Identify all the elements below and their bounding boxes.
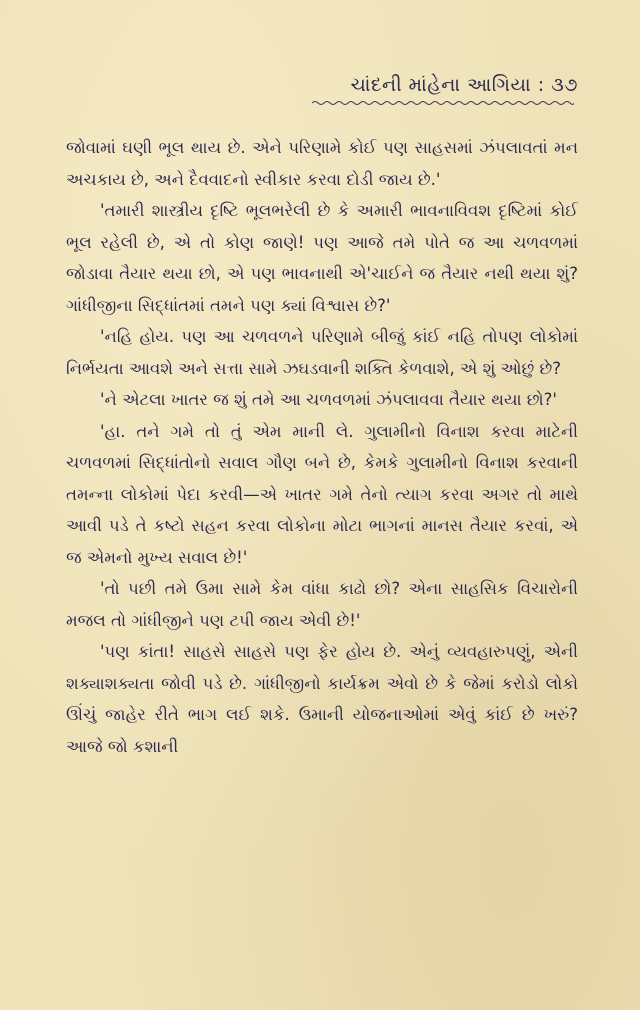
paragraph: 'તમારી શાસ્ત્રીય દૃષ્ટિ ભૂલભરેલી છે કે અમારી ભાવનાવિવશ દૃષ્ટિમાં કોઈ ભૂલ રહેલી છે, એ તો કોણ જાણે! પણ આજે તમે પોતે જ આ ચળવળમાં જોડાવા તૈયાર થયા છો, એ પણ ભાવનાથી એ'ચાઈને જ તૈયાર નથી થયા શું? ગાંધીજીના સિદ્ધાંતમાં તમને પણ ક્યાં વિશ્વાસ છે?' — [66, 201, 578, 315]
running-head: ચાંદની માંહેના આગિયા : ૩૭ — [350, 74, 578, 96]
paragraph: જોવામાં ઘણી ભૂલ થાય છે. એને પરિણામે કોઈ પણ સાહસમાં ઝંપલાવતાં મન અચકાય છે, અને દૈવવાદનો સ્વીકાર કરવા દોડી જાય છે.' — [66, 138, 578, 189]
paragraph: 'હા. તને ગમે તો તું એમ માની લે. ગુલામીનો વિનાશ કરવા માટેની ચળવળમાં સિદ્ધાંતોનો સવાલ ગૌણ બને છે, કેમકે ગુલામીનો વિનાશ કરવાની તમન્ના લોકોમાં પેદા કરવી—એ ખાતર ગમે તેનો ત્યાગ કરવા અગર તો માથે આવી પડે તે કષ્ટો સહન કરવા લોકોના મોટા ભાગનાં માનસ તૈયાર કરવાં, એ જ એમનો મુખ્ય સવાલ છે!' — [66, 421, 578, 567]
paragraph: 'પણ કાંતા! સાહસે સાહસે પણ ફેર હોય છે. એનું વ્યવહારુપણું, એની શક્યાશક્યતા જોવી પડે છે. ગાંધીજીનો કાર્યક્રમ એવો છે કે જેમાં કરોડો લોકો ઊંચું જાહેર રીતે ભાગ લઈ શકે. ઉમાની યોજનાઓમાં એવું કાંઈ છે ખરું? આજે જો કશાની — [66, 642, 578, 756]
wavy-rule — [312, 100, 574, 106]
paragraph: 'તો પછી તમે ઉમા સામે કેમ વાંધા કાઢો છો? એના સાહસિક વિચારોની મજલ તો ગાંધીજીને પણ ટપી જાય એવી છે!' — [66, 579, 578, 630]
body-text — [66, 132, 578, 762]
paragraph: 'ને એટલા ખાતર જ શું તમે આ ચળવળમાં ઝંપલાવવા તૈયાર થયા છો?' — [100, 390, 557, 409]
paragraph: 'નહિ હોય. પણ આ ચળવળને પરિણામે બીજું કાંઈ નહિ તોપણ લોકોમાં નિર્ભયતા આવશે અને સત્તા સામે ઝઘડવાની શક્તિ કેળવાશે, એ શું ઓછું છે? — [66, 327, 578, 378]
